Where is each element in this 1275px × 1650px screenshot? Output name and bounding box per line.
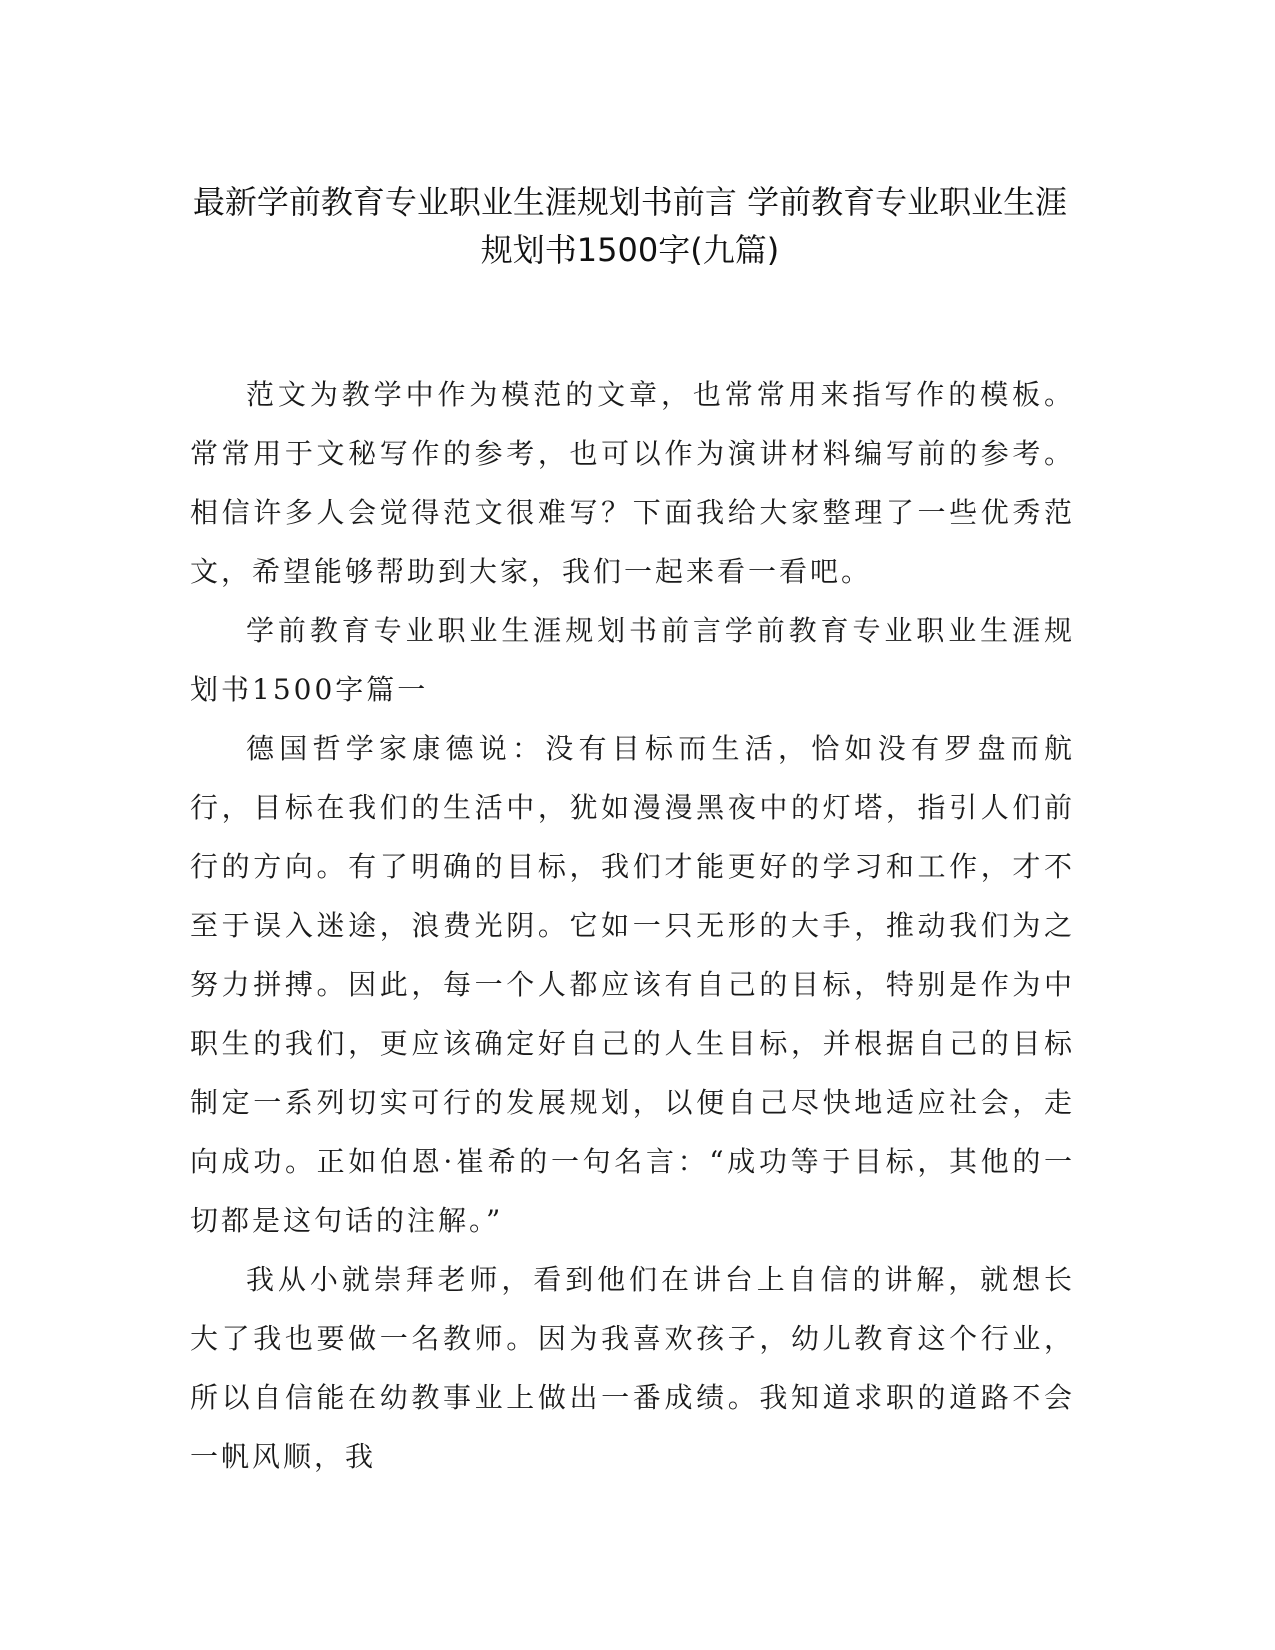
paragraph-teacher-dream: 我从小就崇拜老师，看到他们在讲台上自信的讲解，就想长大了我也要做一名教师。因为我喜欢孩子，幼儿教育这个行业，所以自信能在幼教事业上做出一番成绩。我知道求职的道路不会一帆风顺，我	[190, 1263, 1075, 1473]
paragraph-intro: 范文为教学中作为模范的文章，也常常用来指写作的模板。常常用于文秘写作的参考，也可以作为演讲材料编写前的参考。相信许多人会觉得范文很难写？下面我给大家整理了一些优秀范文，希望能够帮助到大家，我们一起来看一看吧。	[190, 378, 1075, 588]
document-title: 最新学前教育专业职业生涯规划书前言 学前教育专业职业生涯规划书1500字(九篇)	[192, 183, 1068, 269]
paragraph-kant-quote: 德国哲学家康德说：没有目标而生活，恰如没有罗盘而航行，目标在我们的生活中，犹如漫漫黑夜中的灯塔，指引人们前行的方向。有了明确的目标，我们才能更好的学习和工作，才不至于误入迷途，浪费光阴。它如一只无形的大手，推动我们为之努力拼搏。因此，每一个人都应该有自己的目标，特别是作为中职生的我们，更应该确定好自己的人生目标，并根据自己的目标制定一系列切实可行的发展规划，以便自己尽快地适应社会，走向成功。正如伯恩·崔希的一句名言：“成功等于目标，其他的一切都是这句话的注解。”	[190, 732, 1075, 1237]
document-body	[190, 365, 1075, 1486]
paragraph-section-heading: 学前教育专业职业生涯规划书前言学前教育专业职业生涯规划书1500字篇一	[190, 614, 1075, 706]
